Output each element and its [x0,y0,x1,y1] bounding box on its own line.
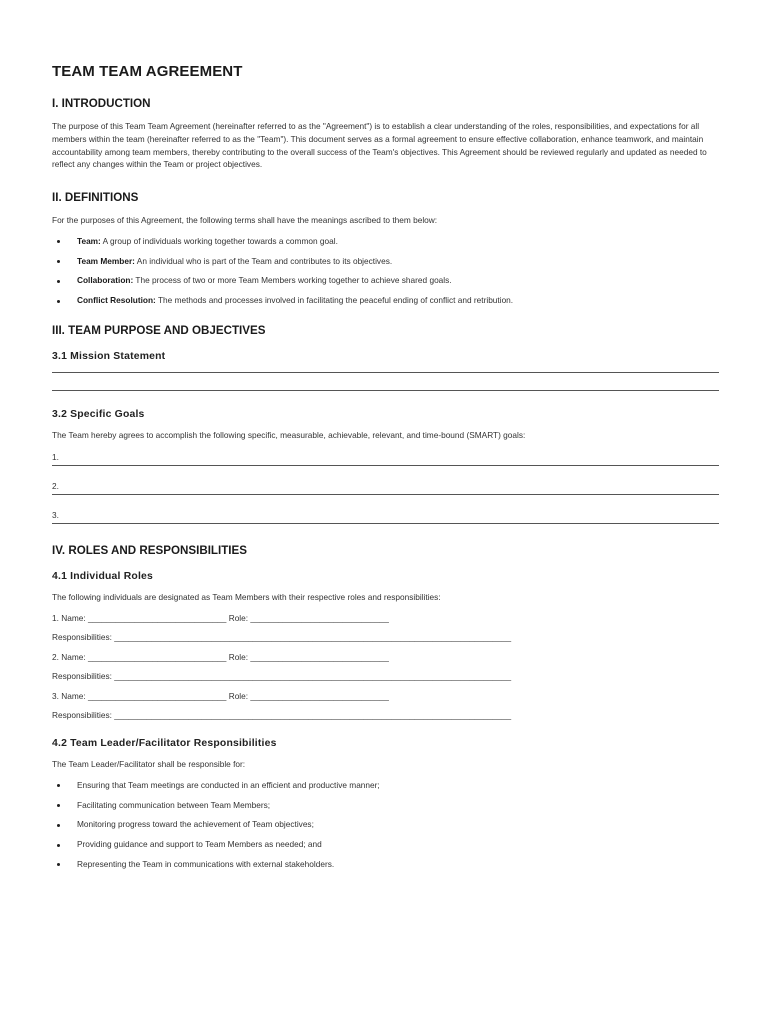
leader-responsibility-item: Facilitating communication between Team Members; [52,799,719,811]
leader-responsibility-item: Representing the Team in communications with external stakeholders. [52,858,719,870]
section-purpose [52,324,719,524]
leader-responsibilities-list [52,779,719,870]
document-title: TEAM TEAM AGREEMENT [52,63,243,80]
goals-lead: The Team hereby agrees to accomplish the following specific, measurable, achievable, relevant, and time-bound (SMART) goals: [52,430,526,441]
purpose-heading: III. TEAM PURPOSE AND OBJECTIVES [52,324,266,338]
leader-heading: 4.2 Team Leader/Facilitator Responsibilities [52,738,277,750]
definition-term: Team Member: [77,255,135,266]
mission-fill-line[interactable] [52,372,719,373]
definition-term: Team: [77,235,101,246]
section-introduction [52,97,719,171]
definition-item [52,235,719,247]
member-responsibilities-row[interactable]: Responsibilities: ______________________________________________________________________________________ [52,632,512,643]
definition-item [52,274,719,286]
introduction-heading: I. INTRODUCTION [52,97,151,110]
member-responsibilities-row[interactable]: Responsibilities: ______________________________________________________________________________________ [52,710,512,721]
definitions-lead: For the purposes of this Agreement, the following terms shall have the meanings ascribed to them below: [52,215,438,226]
goals-heading: 3.2 Specific Goals [52,409,145,421]
leader-responsibility-item: Providing guidance and support to Team Members as needed; and [52,838,719,850]
definition-item [52,294,719,306]
introduction-text: The purpose of this Team Team Agreement (hereinafter referred to as the "Agreement") is to establish a clear understanding of the roles, responsibilities, and expectations for all members within the team (hereinafter referred to as the "Team"). This document serves as a formal agreement to ensure effective collaboration, enhance teamwork, and maintain accountability among team members, thereby contributing to the overall success of the Team's objectives. This Agreement should be reviewed regularly and updated as needed to reflect any changes within the Team or project objectives. [52,121,707,170]
definition-term: Collaboration: [77,275,134,286]
member-name-role-row[interactable]: 1. Name: ______________________________ Role: ______________________________ [52,612,389,623]
goal-fill-line[interactable] [52,523,719,524]
goal-number: 3. [52,509,59,520]
definition-text: An individual who is part of the Team and contributes to its objectives. [134,255,393,266]
goal-fill-line[interactable] [52,465,719,466]
definition-term: Conflict Resolution: [77,295,156,306]
leader-responsibility-item: Ensuring that Team meetings are conducted in an efficient and productive manner; [52,779,719,791]
mission-heading: 3.1 Mission Statement [52,351,166,363]
individual-roles-heading: 4.1 Individual Roles [52,570,154,582]
goal-number: 1. [52,451,59,462]
definitions-heading: II. DEFINITIONS [52,191,139,205]
mission-fill-line[interactable] [52,390,719,391]
member-name-role-row[interactable]: 2. Name: ______________________________ Role: ______________________________ [52,651,389,662]
member-name-role-row[interactable]: 3. Name: ______________________________ Role: ______________________________ [52,690,389,701]
leader-lead: The Team Leader/Facilitator shall be responsible for: [52,759,246,770]
individual-roles-lead: The following individuals are designated as Team Members with their respective roles and responsibilities: [52,591,441,602]
leader-responsibility-item: Monitoring progress toward the achievement of Team objectives; [52,818,719,830]
definition-item [52,255,719,267]
goal-number: 2. [52,480,59,491]
section-definitions [52,191,719,306]
definition-text: The process of two or more Team Members working together to achieve shared goals. [133,275,452,286]
definitions-list [52,235,719,306]
section-roles [52,544,719,870]
definition-text: A group of individuals working together towards a common goal. [100,235,338,246]
member-responsibilities-row[interactable]: Responsibilities: ______________________________________________________________________________________ [52,671,512,682]
roles-heading: IV. ROLES AND RESPONSIBILITIES [52,543,247,557]
definition-text: The methods and processes involved in facilitating the peaceful ending of conflict and retribution. [155,295,514,306]
goal-fill-line[interactable] [52,494,719,495]
